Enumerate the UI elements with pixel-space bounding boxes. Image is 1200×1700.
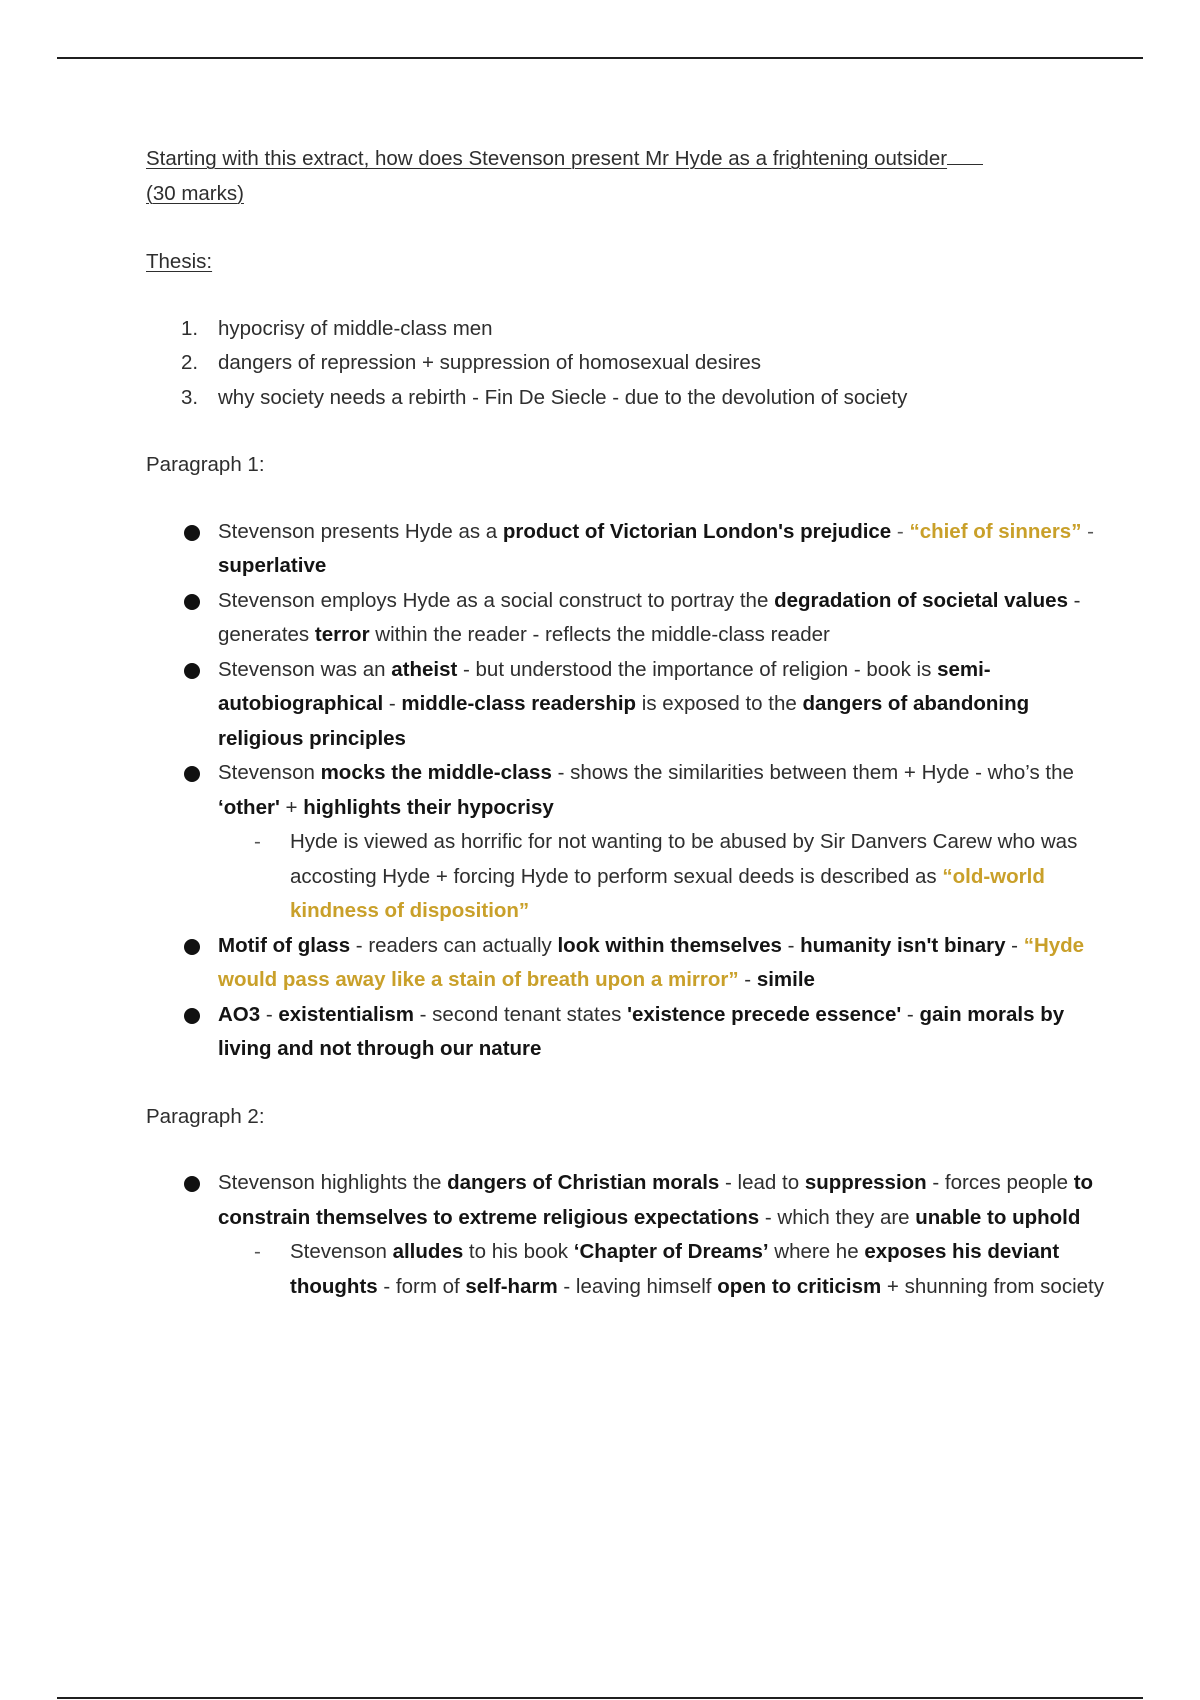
document-body — [146, 142, 1106, 1304]
text-run: to his book — [463, 1240, 574, 1263]
sub-list — [218, 1235, 1106, 1304]
bold-run: atheist — [391, 657, 458, 681]
bold-run: humanity isn't binary — [800, 933, 1006, 957]
top-rule — [57, 57, 1143, 59]
bold-run: suppression — [804, 1171, 927, 1194]
essay-question — [146, 142, 1106, 211]
list-item — [146, 929, 1106, 998]
list-item — [146, 1166, 1106, 1304]
list-item — [146, 756, 1106, 929]
question-marks: (30 marks) — [146, 181, 244, 205]
bold-run: 'existence precede essence' — [627, 1002, 902, 1026]
bold-run: self-harm — [465, 1274, 558, 1298]
thesis-list — [146, 312, 1106, 416]
quote-run: “old-world kindness of disposition” — [290, 864, 1045, 922]
text-run: where he — [768, 1240, 865, 1263]
bold-run: open to criticism — [717, 1274, 882, 1298]
bold-run: ‘Chapter of Dreams’ — [573, 1240, 769, 1263]
text-run: Stevenson employs Hyde as a social construct to portray the — [218, 588, 775, 612]
paragraph-2-bullets — [146, 1166, 1106, 1304]
text-run: + — [279, 795, 304, 819]
list-item — [146, 653, 1106, 757]
bottom-rule — [57, 1697, 1143, 1699]
bold-run: semi-autobiographical — [218, 657, 991, 715]
bold-run: Motif of glass — [218, 933, 351, 957]
text-run: - but understood the importance of religion - book is — [457, 657, 938, 681]
text-run: + shunning from society — [881, 1274, 1104, 1298]
dash-icon: - — [254, 830, 261, 853]
bold-run: AO3 — [218, 1002, 261, 1026]
title-underline-trail — [947, 142, 983, 165]
list-item — [146, 346, 1106, 381]
text-run: - generates — [218, 588, 1081, 646]
text-run: - — [781, 933, 801, 957]
text-run: Stevenson presents Hyde as a — [218, 519, 503, 543]
list-item-text: hypocrisy of middle-class men — [218, 316, 493, 340]
text-run: - form of — [377, 1274, 466, 1298]
bold-run: unable to uphold — [915, 1205, 1081, 1229]
bold-run: simile — [756, 968, 815, 991]
text-run: is exposed to the — [636, 692, 803, 715]
text-run: - — [1005, 933, 1024, 957]
bullet-icon — [184, 939, 200, 955]
text-run: - which they are — [759, 1205, 916, 1229]
list-item — [146, 515, 1106, 584]
text-run: - — [260, 1002, 279, 1026]
list-item — [146, 998, 1106, 1067]
sub-list-item — [218, 825, 1106, 929]
bold-run: existentialism — [278, 1002, 414, 1026]
paragraph-1-bullets — [146, 515, 1106, 1067]
question-title: Starting with this extract, how does Stevenson present Mr Hyde as a frightening outsider — [146, 147, 948, 170]
bold-run: mocks the middle-class — [320, 761, 552, 784]
text-run: - — [891, 519, 910, 543]
bold-run: alludes — [392, 1240, 464, 1263]
paragraph-1-label: Paragraph 1: — [146, 453, 265, 476]
bullet-icon — [184, 525, 200, 541]
bold-run: to constrain themselves to extreme religious expectations — [218, 1171, 1094, 1229]
bold-run: terror — [314, 623, 370, 646]
bold-run: look within themselves — [557, 933, 782, 957]
sub-list-item — [218, 1235, 1106, 1304]
bullet-icon — [184, 766, 200, 782]
quote-run: “Hyde would pass away like a stain of breath upon a mirror” — [218, 933, 1085, 991]
text-run: - lead to — [719, 1171, 805, 1194]
bold-run: superlative — [218, 554, 327, 577]
list-item — [146, 381, 1106, 416]
text-run: Stevenson was an — [218, 657, 392, 681]
text-run: - — [901, 1002, 920, 1026]
text-run: Stevenson — [290, 1240, 393, 1263]
paragraph-2-label: Paragraph 2: — [146, 1104, 265, 1128]
bullet-icon — [184, 594, 200, 610]
bullet-icon — [184, 663, 200, 679]
list-item — [146, 584, 1106, 653]
bold-run: middle-class readership — [401, 692, 637, 715]
list-item-text: why society needs a rebirth - Fin De Siecle - due to the devolution of society — [218, 385, 908, 409]
bold-run: exposes his deviant thoughts — [290, 1240, 1060, 1298]
list-number: 3. — [181, 385, 199, 409]
text-run: Stevenson — [218, 761, 321, 784]
thesis-label: Thesis: — [146, 250, 213, 273]
text-run: - second tenant states — [413, 1002, 628, 1026]
list-number: 2. — [181, 351, 199, 374]
text-run: - — [1081, 519, 1094, 543]
text-run: - leaving himself — [557, 1274, 718, 1298]
bold-run: dangers of abandoning religious principles — [218, 692, 1030, 750]
bold-run: product of Victorian London's prejudice — [502, 519, 892, 543]
bold-run: gain morals by living and not through our nature — [218, 1002, 1065, 1060]
bullet-icon — [184, 1176, 200, 1192]
list-item-text: dangers of repression + suppression of homosexual desires — [218, 351, 761, 374]
quote-run: “chief of sinners” — [909, 519, 1082, 543]
list-number: 1. — [181, 316, 199, 340]
bold-run: dangers of Christian morals — [447, 1171, 720, 1194]
text-run: Stevenson highlights the — [218, 1171, 448, 1194]
text-run: - readers can actually — [350, 933, 558, 957]
list-item — [146, 312, 1106, 347]
text-run: within the reader - reflects the middle-class reader — [369, 623, 830, 646]
bold-run: ‘other' — [218, 795, 280, 819]
text-run: - shows the similarities between them + Hyde - who’s the — [551, 761, 1074, 784]
text-run: - — [383, 692, 402, 715]
text-run: - — [738, 968, 757, 991]
text-run: - forces people — [926, 1171, 1074, 1194]
dash-icon: - — [254, 1240, 261, 1263]
text-run: Hyde is viewed as horrific for not wanting to be abused by Sir Danvers Carew who was accosting Hyde + forcing Hyde to perform sexual deeds is described as — [290, 830, 1078, 888]
bullet-icon — [184, 1008, 200, 1024]
sub-list — [218, 825, 1106, 929]
bold-run: highlights their hypocrisy — [303, 795, 554, 819]
bold-run: degradation of societal values — [774, 588, 1068, 612]
